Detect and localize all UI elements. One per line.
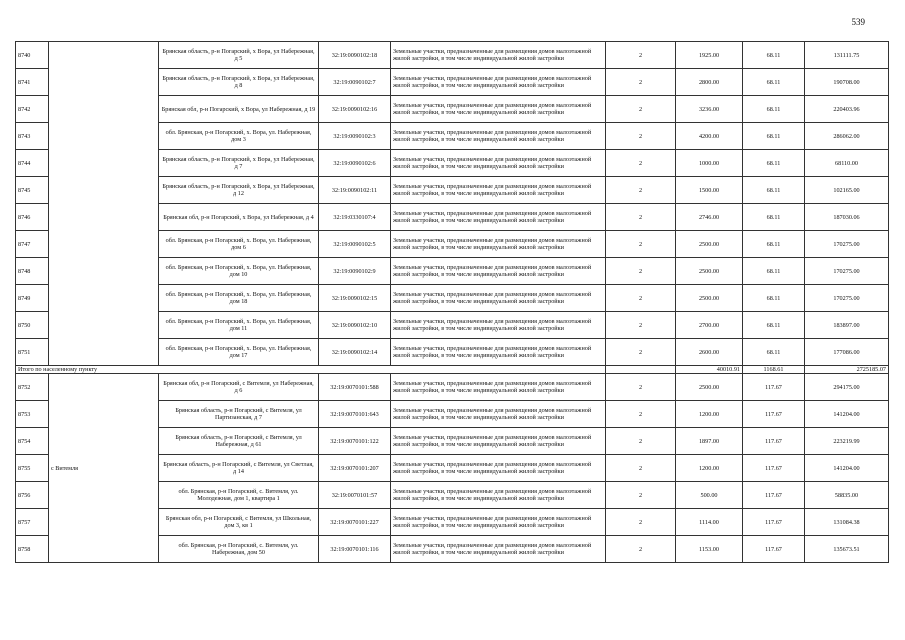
rate-cell: 68.11 bbox=[743, 123, 805, 150]
cadastral-number-cell: 32:19:0070101:122 bbox=[319, 428, 391, 455]
category-cell: 2 bbox=[606, 123, 676, 150]
rate-cell: 68.11 bbox=[743, 312, 805, 339]
cadastral-value-cell: 294175.00 bbox=[805, 374, 889, 401]
land-use-cell: Земельные участки, предназначенные для размещения домов малоэтажной жилой застройки, в том числе индивидуальной жилой застройки bbox=[391, 150, 606, 177]
subtotal-row bbox=[16, 366, 889, 374]
cadastral-number-cell: 32:19:0090102:3 bbox=[319, 123, 391, 150]
subtotal-empty-cell bbox=[606, 366, 676, 374]
category-cell: 2 bbox=[606, 401, 676, 428]
row-number: 8756 bbox=[16, 482, 49, 509]
address-cell: Брянская область, р-н Погарский, х Вора, ул Набережная, д 12 bbox=[159, 177, 319, 204]
settlement-cell bbox=[49, 42, 159, 366]
category-cell: 2 bbox=[606, 428, 676, 455]
land-use-cell: Земельные участки, предназначенные для размещения домов малоэтажной жилой застройки, в том числе индивидуальной жилой застройки bbox=[391, 204, 606, 231]
land-use-cell: Земельные участки, предназначенные для размещения домов малоэтажной жилой застройки, в том числе индивидуальной жилой застройки bbox=[391, 69, 606, 96]
row-number: 8750 bbox=[16, 312, 49, 339]
cadastral-number-cell: 32:19:0070101:227 bbox=[319, 509, 391, 536]
row-number: 8757 bbox=[16, 509, 49, 536]
cadastral-value-cell: 102165.00 bbox=[805, 177, 889, 204]
settlement-cell: с Витемля bbox=[49, 374, 159, 563]
land-use-cell: Земельные участки, предназначенные для размещения домов малоэтажной жилой застройки, в том числе индивидуальной жилой застройки bbox=[391, 96, 606, 123]
land-use-cell: Земельные участки, предназначенные для размещения домов малоэтажной жилой застройки, в том числе индивидуальной жилой застройки bbox=[391, 123, 606, 150]
cadastral-value-cell: 190708.00 bbox=[805, 69, 889, 96]
row-number: 8753 bbox=[16, 401, 49, 428]
page-number: 539 bbox=[851, 17, 865, 27]
table-body bbox=[16, 42, 889, 563]
cadastral-number-cell: 32:19:0090102:15 bbox=[319, 285, 391, 312]
row-number: 8747 bbox=[16, 231, 49, 258]
cadastral-value-cell: 286062.00 bbox=[805, 123, 889, 150]
rate-cell: 68.11 bbox=[743, 285, 805, 312]
cadastral-number-cell: 32:19:0090102:18 bbox=[319, 42, 391, 69]
address-cell: Брянская обл, р-н Погарский, с Витемля, ул Школьная, дом 3, кв 1 bbox=[159, 509, 319, 536]
category-cell: 2 bbox=[606, 150, 676, 177]
address-cell: обл. Брянская, р-н Погарский, х. Вора, ул. Набережная, дом 10 bbox=[159, 258, 319, 285]
category-cell: 2 bbox=[606, 69, 676, 96]
area-cell: 4200.00 bbox=[676, 123, 743, 150]
land-use-cell: Земельные участки, предназначенные для размещения домов малоэтажной жилой застройки, в том числе индивидуальной жилой застройки bbox=[391, 285, 606, 312]
row-number: 8744 bbox=[16, 150, 49, 177]
area-cell: 1500.00 bbox=[676, 177, 743, 204]
address-cell: обл. Брянская, р-н Погарский, х. Вора, ул. Набережная, дом 6 bbox=[159, 231, 319, 258]
row-number: 8745 bbox=[16, 177, 49, 204]
subtotal-value: 2725185.07 bbox=[805, 366, 889, 374]
area-cell: 2800.00 bbox=[676, 69, 743, 96]
land-use-cell: Земельные участки, предназначенные для размещения домов малоэтажной жилой застройки, в том числе индивидуальной жилой застройки bbox=[391, 374, 606, 401]
area-cell: 1897.00 bbox=[676, 428, 743, 455]
address-cell: обл. Брянская, р-н Погарский, х. Вора, ул. Набережная, дом 17 bbox=[159, 339, 319, 366]
area-cell: 3236.00 bbox=[676, 96, 743, 123]
rate-cell: 117.67 bbox=[743, 401, 805, 428]
land-use-cell: Земельные участки, предназначенные для размещения домов малоэтажной жилой застройки, в том числе индивидуальной жилой застройки bbox=[391, 312, 606, 339]
category-cell: 2 bbox=[606, 231, 676, 258]
category-cell: 2 bbox=[606, 536, 676, 563]
row-number: 8754 bbox=[16, 428, 49, 455]
rate-cell: 117.67 bbox=[743, 482, 805, 509]
category-cell: 2 bbox=[606, 177, 676, 204]
land-use-cell: Земельные участки, предназначенные для размещения домов малоэтажной жилой застройки, в том числе индивидуальной жилой застройки bbox=[391, 428, 606, 455]
row-number: 8749 bbox=[16, 285, 49, 312]
area-cell: 2700.00 bbox=[676, 312, 743, 339]
land-use-cell: Земельные участки, предназначенные для размещения домов малоэтажной жилой застройки, в том числе индивидуальной жилой застройки bbox=[391, 401, 606, 428]
cadastral-number-cell: 32:19:0090102:16 bbox=[319, 96, 391, 123]
land-register-table bbox=[15, 41, 889, 563]
category-cell: 2 bbox=[606, 509, 676, 536]
area-cell: 2746.00 bbox=[676, 204, 743, 231]
address-cell: Брянская область, р-н Погарский, с Витемля, ул Партизанская, д 7 bbox=[159, 401, 319, 428]
category-cell: 2 bbox=[606, 312, 676, 339]
rate-cell: 117.67 bbox=[743, 509, 805, 536]
area-cell: 500.00 bbox=[676, 482, 743, 509]
category-cell: 2 bbox=[606, 204, 676, 231]
address-cell: обл. Брянская, р-н Погарский, с. Витемля, ул. Набережная, дом 50 bbox=[159, 536, 319, 563]
subtotal-label: Итого по населенному пункту bbox=[16, 366, 606, 374]
cadastral-value-cell: 187030.06 bbox=[805, 204, 889, 231]
land-use-cell: Земельные участки, предназначенные для размещения домов малоэтажной жилой застройки, в том числе индивидуальной жилой застройки bbox=[391, 42, 606, 69]
row-number: 8740 bbox=[16, 42, 49, 69]
cadastral-value-cell: 58835.00 bbox=[805, 482, 889, 509]
rate-cell: 68.11 bbox=[743, 69, 805, 96]
address-cell: Брянская обл, р-н Погарский, х Вора, ул Набережная, д 19 bbox=[159, 96, 319, 123]
land-use-cell: Земельные участки, предназначенные для размещения домов малоэтажной жилой застройки, в том числе индивидуальной жилой застройки bbox=[391, 536, 606, 563]
cadastral-value-cell: 220403.96 bbox=[805, 96, 889, 123]
rate-cell: 68.11 bbox=[743, 150, 805, 177]
row-number: 8741 bbox=[16, 69, 49, 96]
cadastral-number-cell: 32:19:0330107:4 bbox=[319, 204, 391, 231]
cadastral-number-cell: 32:19:0070101:207 bbox=[319, 455, 391, 482]
row-number: 8746 bbox=[16, 204, 49, 231]
area-cell: 2600.00 bbox=[676, 339, 743, 366]
category-cell: 2 bbox=[606, 339, 676, 366]
table-row bbox=[16, 42, 889, 69]
address-cell: обл. Брянская, р-н Погарский, с. Витемля, ул. Молодежная, дом 1, квартира 1 bbox=[159, 482, 319, 509]
address-cell: Брянская область, р-н Погарский, с Витемля, ул Светлая, д 14 bbox=[159, 455, 319, 482]
land-use-cell: Земельные участки, предназначенные для размещения домов малоэтажной жилой застройки, в том числе индивидуальной жилой застройки bbox=[391, 509, 606, 536]
cadastral-number-cell: 32:19:0070101:57 bbox=[319, 482, 391, 509]
cadastral-number-cell: 32:19:0090102:5 bbox=[319, 231, 391, 258]
rate-cell: 117.67 bbox=[743, 428, 805, 455]
cadastral-number-cell: 32:19:0090102:6 bbox=[319, 150, 391, 177]
area-cell: 1200.00 bbox=[676, 401, 743, 428]
rate-cell: 68.11 bbox=[743, 42, 805, 69]
rate-cell: 117.67 bbox=[743, 536, 805, 563]
cadastral-value-cell: 170275.00 bbox=[805, 231, 889, 258]
land-use-cell: Земельные участки, предназначенные для размещения домов малоэтажной жилой застройки, в том числе индивидуальной жилой застройки bbox=[391, 231, 606, 258]
area-cell: 2500.00 bbox=[676, 231, 743, 258]
row-number: 8758 bbox=[16, 536, 49, 563]
address-cell: обл. Брянская, р-н Погарский, х. Вора, ул. Набережная, дом 11 bbox=[159, 312, 319, 339]
category-cell: 2 bbox=[606, 455, 676, 482]
cadastral-number-cell: 32:19:0070101:116 bbox=[319, 536, 391, 563]
area-cell: 2500.00 bbox=[676, 374, 743, 401]
area-cell: 1153.00 bbox=[676, 536, 743, 563]
rate-cell: 68.11 bbox=[743, 177, 805, 204]
category-cell: 2 bbox=[606, 96, 676, 123]
address-cell: Брянская область, р-н Погарский, х Вора, ул Набережная, д 8 bbox=[159, 69, 319, 96]
area-cell: 1925.00 bbox=[676, 42, 743, 69]
address-cell: Брянская обл, р-н Погарский, с Витемля, ул Набережная, д 6 bbox=[159, 374, 319, 401]
rate-cell: 68.11 bbox=[743, 204, 805, 231]
rate-cell: 68.11 bbox=[743, 339, 805, 366]
cadastral-value-cell: 141204.00 bbox=[805, 455, 889, 482]
cadastral-value-cell: 141204.00 bbox=[805, 401, 889, 428]
cadastral-value-cell: 170275.00 bbox=[805, 258, 889, 285]
area-cell: 1200.00 bbox=[676, 455, 743, 482]
land-use-cell: Земельные участки, предназначенные для размещения домов малоэтажной жилой застройки, в том числе индивидуальной жилой застройки bbox=[391, 258, 606, 285]
cadastral-number-cell: 32:19:0090102:7 bbox=[319, 69, 391, 96]
cadastral-value-cell: 170275.00 bbox=[805, 285, 889, 312]
address-cell: Брянская область, р-н Погарский, с Витемля, ул Набережная, д 61 bbox=[159, 428, 319, 455]
row-number: 8748 bbox=[16, 258, 49, 285]
rate-cell: 117.67 bbox=[743, 374, 805, 401]
row-number: 8743 bbox=[16, 123, 49, 150]
cadastral-value-cell: 135673.51 bbox=[805, 536, 889, 563]
address-cell: Брянская обл, р-н Погарский, х Вора, ул Набережная, д 4 bbox=[159, 204, 319, 231]
row-number: 8755 bbox=[16, 455, 49, 482]
address-cell: Брянская область, р-н Погарский, х Вора, ул Набережная, д 5 bbox=[159, 42, 319, 69]
cadastral-number-cell: 32:19:0090102:11 bbox=[319, 177, 391, 204]
cadastral-value-cell: 177086.00 bbox=[805, 339, 889, 366]
cadastral-number-cell: 32:19:0090102:14 bbox=[319, 339, 391, 366]
cadastral-number-cell: 32:19:0090102:9 bbox=[319, 258, 391, 285]
cadastral-number-cell: 32:19:0090102:10 bbox=[319, 312, 391, 339]
subtotal-rate: 1168.61 bbox=[743, 366, 805, 374]
subtotal-area: 40010.91 bbox=[676, 366, 743, 374]
address-cell: Брянская область, р-н Погарский, х Вора, ул Набережная, д 7 bbox=[159, 150, 319, 177]
cadastral-value-cell: 183897.00 bbox=[805, 312, 889, 339]
category-cell: 2 bbox=[606, 482, 676, 509]
cadastral-value-cell: 223219.99 bbox=[805, 428, 889, 455]
area-cell: 2500.00 bbox=[676, 285, 743, 312]
row-number: 8751 bbox=[16, 339, 49, 366]
rate-cell: 68.11 bbox=[743, 231, 805, 258]
category-cell: 2 bbox=[606, 258, 676, 285]
row-number: 8752 bbox=[16, 374, 49, 401]
row-number: 8742 bbox=[16, 96, 49, 123]
area-cell: 1114.00 bbox=[676, 509, 743, 536]
category-cell: 2 bbox=[606, 374, 676, 401]
cadastral-number-cell: 32:19:0070101:588 bbox=[319, 374, 391, 401]
cadastral-value-cell: 131084.38 bbox=[805, 509, 889, 536]
area-cell: 1000.00 bbox=[676, 150, 743, 177]
area-cell: 2500.00 bbox=[676, 258, 743, 285]
address-cell: обл. Брянская, р-н Погарский, х. Вора, ул. Набережная, дом 3 bbox=[159, 123, 319, 150]
rate-cell: 68.11 bbox=[743, 96, 805, 123]
land-use-cell: Земельные участки, предназначенные для размещения домов малоэтажной жилой застройки, в том числе индивидуальной жилой застройки bbox=[391, 482, 606, 509]
cadastral-value-cell: 68110.00 bbox=[805, 150, 889, 177]
rate-cell: 117.67 bbox=[743, 455, 805, 482]
cadastral-value-cell: 131111.75 bbox=[805, 42, 889, 69]
land-use-cell: Земельные участки, предназначенные для размещения домов малоэтажной жилой застройки, в том числе индивидуальной жилой застройки bbox=[391, 177, 606, 204]
category-cell: 2 bbox=[606, 285, 676, 312]
address-cell: обл. Брянская, р-н Погарский, х. Вора, ул. Набережная, дом 18 bbox=[159, 285, 319, 312]
category-cell: 2 bbox=[606, 42, 676, 69]
table-row bbox=[16, 374, 889, 401]
land-use-cell: Земельные участки, предназначенные для размещения домов малоэтажной жилой застройки, в том числе индивидуальной жилой застройки bbox=[391, 339, 606, 366]
rate-cell: 68.11 bbox=[743, 258, 805, 285]
cadastral-number-cell: 32:19:0070101:643 bbox=[319, 401, 391, 428]
land-use-cell: Земельные участки, предназначенные для размещения домов малоэтажной жилой застройки, в том числе индивидуальной жилой застройки bbox=[391, 455, 606, 482]
